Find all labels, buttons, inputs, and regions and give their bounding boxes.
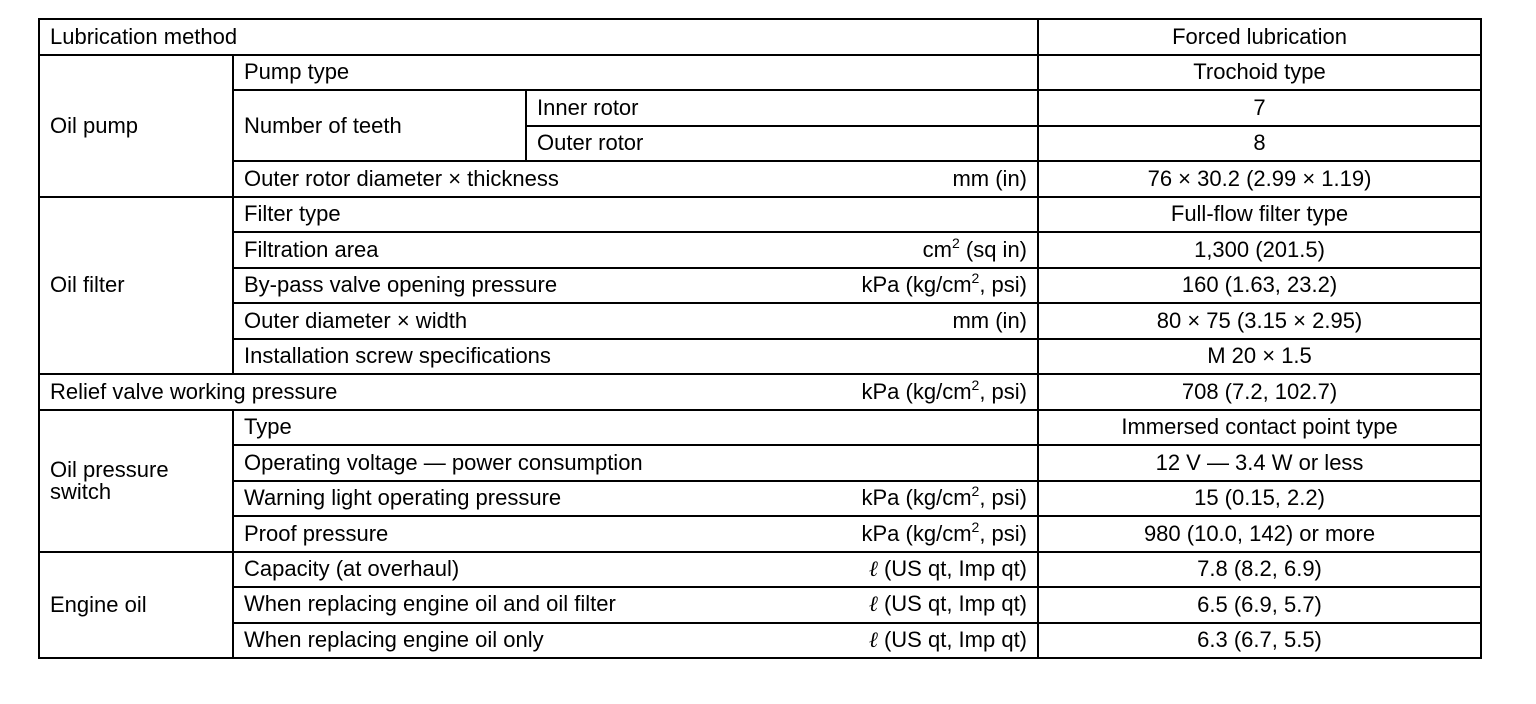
switch-type-label: Type [233,410,1038,446]
filter-type-label: Filter type [233,197,1038,233]
table-row [39,161,1481,197]
installation-screw-label: Installation screw specifications [233,339,1038,375]
capacity-cell [233,552,1038,588]
table-row [39,516,1481,552]
proof-pressure-cell [233,516,1038,552]
litre-icon: ℓ [868,592,878,618]
filtration-area-unit: $cm^2$ (sq in) [922,234,1028,262]
operating-voltage-value: 12 V — 3.4 W or less [1038,445,1481,481]
warning-light-cell [233,481,1038,517]
litre-icon: ℓ [868,627,878,653]
outer-rotor-dim-unit: mm (in) [952,165,1028,191]
switch-type-value: Immersed contact point type [1038,410,1481,446]
capacity-value: 7.8 (8.2, 6.9) [1038,552,1481,588]
filtration-area-value: 1,300 (201.5) [1038,232,1481,268]
table-row [39,445,1481,481]
table-row [39,623,1481,659]
lubrication-spec-table [38,18,1482,659]
outer-diameter-label: Outer diameter × width [244,307,468,333]
lubrication-method-label: Lubrication method [39,19,1038,55]
replace-only-label: When replacing engine oil only [244,626,544,652]
pump-type-value: Trochoid type [1038,55,1481,91]
table-row [39,268,1481,304]
bypass-label: By-pass valve opening pressure [244,272,558,298]
outer-rotor-dim-label: Outer rotor diameter × thickness [244,165,559,191]
table-row [39,19,1481,55]
replace-with-filter-value: 6.5 (6.9, 5.7) [1038,587,1481,623]
table-row [39,374,1481,410]
installation-screw-value: M 20 × 1.5 [1038,339,1481,375]
outer-rotor-dim-value: 76 × 30.2 (2.99 × 1.19) [1038,161,1481,197]
replace-with-filter-cell [233,587,1038,623]
bypass-cell [233,268,1038,304]
replace-with-filter-label: When replacing engine oil and oil filter [244,591,616,617]
table-row [39,552,1481,588]
replace-with-filter-unit: ℓ (US qt, Imp qt) [868,591,1028,618]
proof-pressure-value: 980 (10.0, 142) or more [1038,516,1481,552]
table-row [39,587,1481,623]
relief-valve-value: 708 (7.2, 102.7) [1038,374,1481,410]
bypass-value: 160 (1.63, 23.2) [1038,268,1481,304]
outer-rotor-label: Outer rotor [526,126,1038,162]
table-row [39,303,1481,339]
table-row [39,197,1481,233]
bypass-unit: kPa ($kg/cm^2$, psi) [861,270,1028,298]
outer-rotor-value: 8 [1038,126,1481,162]
table-row [39,232,1481,268]
proof-pressure-label: Proof pressure [244,520,389,546]
replace-only-value: 6.3 (6.7, 5.5) [1038,623,1481,659]
inner-rotor-label: Inner rotor [526,90,1038,126]
outer-diameter-value: 80 × 75 (3.15 × 2.95) [1038,303,1481,339]
engine-oil-group-label: Engine oil [39,552,233,659]
replace-only-cell [233,623,1038,659]
oil-pressure-switch-group-label: Oil pressure switch [39,410,233,552]
table-row [39,339,1481,375]
warning-light-unit: kPa ($kg/cm^2$, psi) [861,483,1028,511]
pump-type-label: Pump type [233,55,1038,91]
operating-voltage-label: Operating voltage — power consumption [233,445,1038,481]
table-row [39,90,1481,126]
number-of-teeth-label: Number of teeth [233,90,526,161]
table-row [39,410,1481,446]
litre-icon: ℓ [868,556,878,582]
warning-light-value: 15 (0.15, 2.2) [1038,481,1481,517]
relief-valve-unit: kPa ($kg/cm^2$, psi) [861,376,1028,404]
outer-diameter-cell [233,303,1038,339]
filtration-area-cell [233,232,1038,268]
inner-rotor-value: 7 [1038,90,1481,126]
outer-diameter-unit: mm (in) [952,307,1028,333]
proof-pressure-unit: kPa ($kg/cm^2$, psi) [861,518,1028,546]
relief-valve-cell [39,374,1038,410]
table-row [39,55,1481,91]
capacity-label: Capacity (at overhaul) [244,555,460,581]
lubrication-method-value: Forced lubrication [1038,19,1481,55]
oil-pump-group-label: Oil pump [39,55,233,197]
warning-light-label: Warning light operating pressure [244,485,562,511]
relief-valve-label: Relief valve working pressure [50,378,338,404]
oil-filter-group-label: Oil filter [39,197,233,375]
replace-only-unit: ℓ (US qt, Imp qt) [868,626,1028,653]
outer-rotor-dim-cell [233,161,1038,197]
filter-type-value: Full-flow filter type [1038,197,1481,233]
capacity-unit: ℓ (US qt, Imp qt) [868,555,1028,582]
table-row [39,481,1481,517]
filtration-area-label: Filtration area [244,236,379,262]
